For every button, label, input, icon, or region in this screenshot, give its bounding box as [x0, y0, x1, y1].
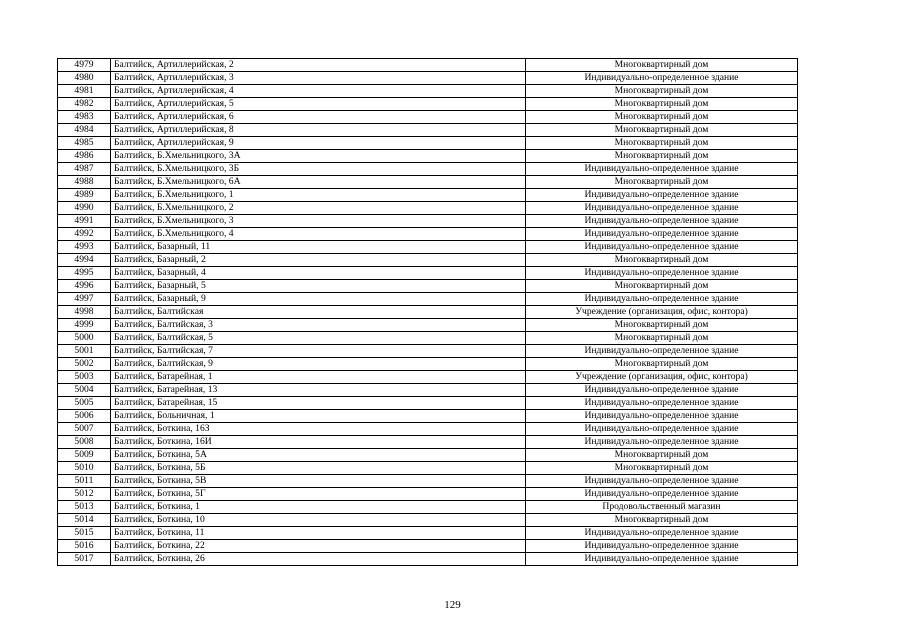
row-number-cell: 5012: [58, 488, 111, 501]
building-type-cell: Индивидуально-определенное здание: [526, 475, 798, 488]
table-row: [58, 163, 798, 176]
building-type-cell: Индивидуально-определенное здание: [526, 241, 798, 254]
building-type-cell: Многоквартирный дом: [526, 358, 798, 371]
address-cell: Балтийск, Б.Хмельницкого, 1: [111, 189, 526, 202]
address-cell: Балтийск, Боткина, 22: [111, 540, 526, 553]
building-type-cell: Индивидуально-определенное здание: [526, 72, 798, 85]
address-cell: Балтийск, Артиллерийская, 5: [111, 98, 526, 111]
row-number-cell: 5006: [58, 410, 111, 423]
address-cell: Балтийск, Артиллерийская, 4: [111, 85, 526, 98]
table-row: [58, 540, 798, 553]
table-row: [58, 436, 798, 449]
row-number-cell: 5000: [58, 332, 111, 345]
address-cell: Балтийск, Б.Хмельницкого, 2: [111, 202, 526, 215]
table-row: [58, 267, 798, 280]
address-cell: Балтийск, Артиллерийская, 3: [111, 72, 526, 85]
table-row: [58, 306, 798, 319]
row-number-cell: 4984: [58, 124, 111, 137]
building-type-cell: Многоквартирный дом: [526, 176, 798, 189]
address-cell: Балтийск, Б.Хмельницкого, 3Б: [111, 163, 526, 176]
address-cell: Балтийск, Артиллерийская, 2: [111, 59, 526, 72]
table-row: [58, 384, 798, 397]
row-number-cell: 4986: [58, 150, 111, 163]
building-type-cell: Многоквартирный дом: [526, 280, 798, 293]
building-type-cell: Многоквартирный дом: [526, 514, 798, 527]
row-number-cell: 4979: [58, 59, 111, 72]
row-number-cell: 4998: [58, 306, 111, 319]
building-type-cell: Многоквартирный дом: [526, 254, 798, 267]
row-number-cell: 4992: [58, 228, 111, 241]
building-type-cell: Многоквартирный дом: [526, 462, 798, 475]
address-cell: Балтийск, Базарный, 11: [111, 241, 526, 254]
address-cell: Балтийск, Артиллерийская, 9: [111, 137, 526, 150]
table-row: [58, 228, 798, 241]
address-cell: Балтийск, Артиллерийская, 8: [111, 124, 526, 137]
address-cell: Балтийск, Боткина, 1: [111, 501, 526, 514]
table-row: [58, 488, 798, 501]
address-cell: Балтийск, Базарный, 9: [111, 293, 526, 306]
address-cell: Балтийск, Боткина, 5А: [111, 449, 526, 462]
building-type-cell: Индивидуально-определенное здание: [526, 488, 798, 501]
table-row: [58, 254, 798, 267]
address-cell: Балтийск, Больничная, 1: [111, 410, 526, 423]
row-number-cell: 4981: [58, 85, 111, 98]
row-number-cell: 4982: [58, 98, 111, 111]
row-number-cell: 4990: [58, 202, 111, 215]
address-cell: Балтийск, Батарейная, 15: [111, 397, 526, 410]
page-number: 129: [444, 599, 461, 611]
building-type-cell: Индивидуально-определенное здание: [526, 423, 798, 436]
building-type-cell: Многоквартирный дом: [526, 150, 798, 163]
table-row: [58, 345, 798, 358]
table-row: [58, 85, 798, 98]
table-row: [58, 397, 798, 410]
address-cell: Балтийск, Боткина, 5В: [111, 475, 526, 488]
registry-table-body: [58, 59, 798, 566]
building-type-cell: Многоквартирный дом: [526, 332, 798, 345]
row-number-cell: 5007: [58, 423, 111, 436]
table-row: [58, 358, 798, 371]
row-number-cell: 4997: [58, 293, 111, 306]
building-type-cell: Многоквартирный дом: [526, 111, 798, 124]
table-row: [58, 475, 798, 488]
address-cell: Балтийск, Батарейная, 13: [111, 384, 526, 397]
address-cell: Балтийск, Б.Хмельницкого, 3: [111, 215, 526, 228]
table-row: [58, 111, 798, 124]
row-number-cell: 5009: [58, 449, 111, 462]
table-row: [58, 215, 798, 228]
table-row: [58, 280, 798, 293]
row-number-cell: 4985: [58, 137, 111, 150]
row-number-cell: 4994: [58, 254, 111, 267]
address-cell: Балтийск, Боткина, 10: [111, 514, 526, 527]
address-cell: Балтийск, Балтийская, 7: [111, 345, 526, 358]
building-type-cell: Индивидуально-определенное здание: [526, 163, 798, 176]
table-row: [58, 189, 798, 202]
table-row: [58, 371, 798, 384]
table-row: [58, 514, 798, 527]
address-cell: Балтийск, Базарный, 5: [111, 280, 526, 293]
building-type-cell: Индивидуально-определенное здание: [526, 228, 798, 241]
address-cell: Балтийск, Базарный, 4: [111, 267, 526, 280]
table-row: [58, 423, 798, 436]
address-cell: Балтийск, Балтийская, 9: [111, 358, 526, 371]
table-row: [58, 137, 798, 150]
address-cell: Балтийск, Боткина, 16И: [111, 436, 526, 449]
row-number-cell: 5016: [58, 540, 111, 553]
address-cell: Балтийск, Боткина, 5Б: [111, 462, 526, 475]
row-number-cell: 5017: [58, 553, 111, 566]
address-cell: Балтийск, Балтийская, 3: [111, 319, 526, 332]
building-type-cell: Многоквартирный дом: [526, 124, 798, 137]
table-row: [58, 59, 798, 72]
address-cell: Балтийск, Батарейная, 1: [111, 371, 526, 384]
row-number-cell: 4993: [58, 241, 111, 254]
table-row: [58, 150, 798, 163]
row-number-cell: 4983: [58, 111, 111, 124]
row-number-cell: 5011: [58, 475, 111, 488]
building-type-cell: Индивидуально-определенное здание: [526, 202, 798, 215]
row-number-cell: 4989: [58, 189, 111, 202]
table-row: [58, 410, 798, 423]
building-type-cell: Индивидуально-определенное здание: [526, 345, 798, 358]
table-row: [58, 293, 798, 306]
row-number-cell: 4995: [58, 267, 111, 280]
address-cell: Балтийск, Боткина, 5Г: [111, 488, 526, 501]
table-row: [58, 501, 798, 514]
table-row: [58, 332, 798, 345]
row-number-cell: 4999: [58, 319, 111, 332]
building-type-cell: Многоквартирный дом: [526, 137, 798, 150]
address-cell: Балтийск, Б.Хмельницкого, 6А: [111, 176, 526, 189]
building-type-cell: Многоквартирный дом: [526, 98, 798, 111]
address-cell: Балтийск, Артиллерийская, 6: [111, 111, 526, 124]
row-number-cell: 5010: [58, 462, 111, 475]
building-type-cell: Индивидуально-определенное здание: [526, 540, 798, 553]
building-type-cell: Индивидуально-определенное здание: [526, 410, 798, 423]
building-type-cell: Индивидуально-определенное здание: [526, 436, 798, 449]
building-type-cell: Индивидуально-определенное здание: [526, 527, 798, 540]
table-row: [58, 124, 798, 137]
building-type-cell: Многоквартирный дом: [526, 449, 798, 462]
row-number-cell: 4988: [58, 176, 111, 189]
table-row: [58, 462, 798, 475]
address-cell: Балтийск, Базарный, 2: [111, 254, 526, 267]
row-number-cell: 4980: [58, 72, 111, 85]
building-type-cell: Индивидуально-определенное здание: [526, 189, 798, 202]
table-row: [58, 98, 798, 111]
row-number-cell: 5014: [58, 514, 111, 527]
address-cell: Балтийск, Боткина, 26: [111, 553, 526, 566]
building-type-cell: Многоквартирный дом: [526, 85, 798, 98]
row-number-cell: 4996: [58, 280, 111, 293]
row-number-cell: 4991: [58, 215, 111, 228]
building-type-cell: Учреждение (организация, офис, контора): [526, 306, 798, 319]
table-row: [58, 553, 798, 566]
building-type-cell: Продовольственный магазин: [526, 501, 798, 514]
registry-table: [57, 58, 798, 566]
row-number-cell: 5005: [58, 397, 111, 410]
address-cell: Балтийск, Б.Хмельницкого, 3А: [111, 150, 526, 163]
address-cell: Балтийск, Балтийская, 5: [111, 332, 526, 345]
building-type-cell: Индивидуально-определенное здание: [526, 215, 798, 228]
row-number-cell: 5013: [58, 501, 111, 514]
table-row: [58, 241, 798, 254]
row-number-cell: 5015: [58, 527, 111, 540]
row-number-cell: 5001: [58, 345, 111, 358]
address-cell: Балтийск, Балтийская: [111, 306, 526, 319]
table-row: [58, 527, 798, 540]
building-type-cell: Многоквартирный дом: [526, 319, 798, 332]
building-type-cell: Индивидуально-определенное здание: [526, 553, 798, 566]
building-type-cell: Индивидуально-определенное здание: [526, 397, 798, 410]
table-row: [58, 72, 798, 85]
row-number-cell: 4987: [58, 163, 111, 176]
address-cell: Балтийск, Боткина, 11: [111, 527, 526, 540]
building-type-cell: Индивидуально-определенное здание: [526, 384, 798, 397]
building-type-cell: Индивидуально-определенное здание: [526, 267, 798, 280]
table-row: [58, 176, 798, 189]
building-type-cell: Индивидуально-определенное здание: [526, 293, 798, 306]
table-row: [58, 202, 798, 215]
row-number-cell: 5002: [58, 358, 111, 371]
row-number-cell: 5004: [58, 384, 111, 397]
building-type-cell: Многоквартирный дом: [526, 59, 798, 72]
address-cell: Балтийск, Б.Хмельницкого, 4: [111, 228, 526, 241]
table-row: [58, 449, 798, 462]
address-cell: Балтийск, Боткина, 16З: [111, 423, 526, 436]
row-number-cell: 5003: [58, 371, 111, 384]
table-row: [58, 319, 798, 332]
building-type-cell: Учреждение (организация, офис, контора): [526, 371, 798, 384]
row-number-cell: 5008: [58, 436, 111, 449]
